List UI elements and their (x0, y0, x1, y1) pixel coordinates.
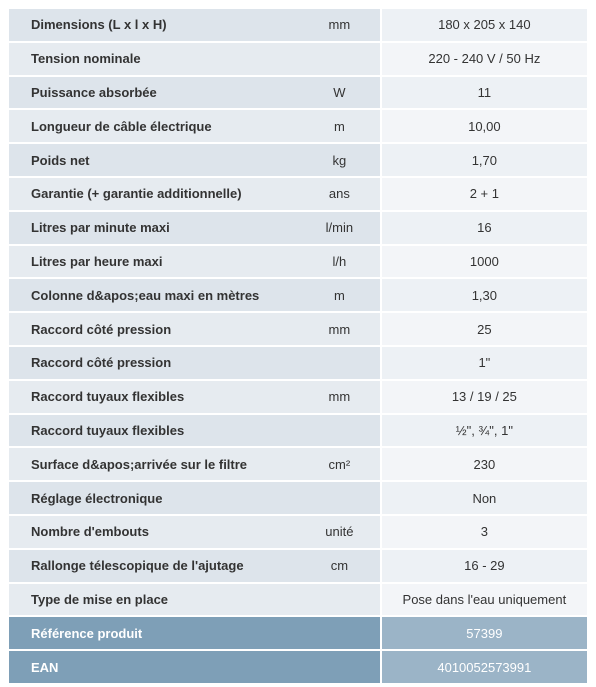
spec-row-raccord-tuyaux-inch (9, 415, 587, 447)
spec-table (9, 9, 587, 685)
spec-value: 13 / 19 / 25 (382, 381, 587, 413)
spec-label: Poids net (9, 144, 299, 176)
spec-row-embouts (9, 516, 587, 548)
spec-unit: mm (299, 9, 380, 41)
spec-row-rallonge (9, 550, 587, 582)
spec-label: Nombre d'embouts (9, 516, 299, 548)
spec-unit: l/min (299, 212, 380, 244)
spec-row-reglage (9, 482, 587, 514)
spec-value: 230 (382, 448, 587, 480)
spec-label: Dimensions (L x l x H) (9, 9, 299, 41)
spec-unit: cm (299, 550, 380, 582)
spec-unit: l/h (299, 246, 380, 278)
spec-row-surface-filtre (9, 448, 587, 480)
spec-label: Garantie (+ garantie additionnelle) (9, 178, 299, 210)
spec-unit (299, 584, 380, 616)
spec-value: Pose dans l'eau uniquement (382, 584, 587, 616)
spec-unit (299, 347, 380, 379)
spec-value: 57399 (382, 617, 587, 649)
spec-label: Surface d&apos;arrivée sur le filtre (9, 448, 299, 480)
spec-row-tension (9, 43, 587, 75)
spec-value: 1000 (382, 246, 587, 278)
spec-unit: W (299, 77, 380, 109)
spec-unit: unité (299, 516, 380, 548)
spec-row-poids (9, 144, 587, 176)
spec-row-raccord-tuyaux-mm (9, 381, 587, 413)
spec-unit: m (299, 279, 380, 311)
spec-unit (299, 617, 380, 649)
spec-row-cable (9, 110, 587, 142)
spec-unit (299, 415, 380, 447)
spec-label: Raccord côté pression (9, 313, 299, 345)
spec-label: Litres par minute maxi (9, 212, 299, 244)
spec-unit (299, 482, 380, 514)
spec-label: Tension nominale (9, 43, 299, 75)
spec-value: 3 (382, 516, 587, 548)
spec-value: 25 (382, 313, 587, 345)
spec-value: 180 x 205 x 140 (382, 9, 587, 41)
spec-label: Réglage électronique (9, 482, 299, 514)
spec-row-colonne-eau (9, 279, 587, 311)
spec-unit (299, 651, 380, 683)
spec-unit: cm² (299, 448, 380, 480)
spec-row-puissance (9, 77, 587, 109)
spec-value: 16 - 29 (382, 550, 587, 582)
spec-label: Litres par heure maxi (9, 246, 299, 278)
spec-value: Non (382, 482, 587, 514)
spec-row-litres-heure (9, 246, 587, 278)
spec-value: 220 - 240 V / 50 Hz (382, 43, 587, 75)
spec-label: EAN (9, 651, 299, 683)
spec-value: 10,00 (382, 110, 587, 142)
spec-value: ½", ¾", 1" (382, 415, 587, 447)
spec-unit: ans (299, 178, 380, 210)
spec-unit (299, 43, 380, 75)
spec-label: Référence produit (9, 617, 299, 649)
spec-value: 16 (382, 212, 587, 244)
spec-label: Raccord côté pression (9, 347, 299, 379)
spec-row-mise-en-place (9, 584, 587, 616)
spec-unit: m (299, 110, 380, 142)
spec-unit: mm (299, 381, 380, 413)
spec-label: Colonne d&apos;eau maxi en mètres (9, 279, 299, 311)
spec-value: 1" (382, 347, 587, 379)
spec-value: 11 (382, 77, 587, 109)
spec-row-raccord-pression-mm (9, 313, 587, 345)
spec-value: 2 + 1 (382, 178, 587, 210)
spec-label: Raccord tuyaux flexibles (9, 415, 299, 447)
spec-row-reference (9, 617, 587, 649)
spec-unit: mm (299, 313, 380, 345)
spec-row-litres-minute (9, 212, 587, 244)
spec-unit: kg (299, 144, 380, 176)
spec-row-ean (9, 651, 587, 683)
spec-row-raccord-pression-inch (9, 347, 587, 379)
spec-value: 1,70 (382, 144, 587, 176)
spec-row-garantie (9, 178, 587, 210)
spec-value: 1,30 (382, 279, 587, 311)
spec-label: Longueur de câble électrique (9, 110, 299, 142)
spec-label: Type de mise en place (9, 584, 299, 616)
spec-value: 4010052573991 (382, 651, 587, 683)
spec-row-dimensions (9, 9, 587, 41)
spec-label: Rallonge télescopique de l'ajutage (9, 550, 299, 582)
spec-label: Raccord tuyaux flexibles (9, 381, 299, 413)
spec-label: Puissance absorbée (9, 77, 299, 109)
